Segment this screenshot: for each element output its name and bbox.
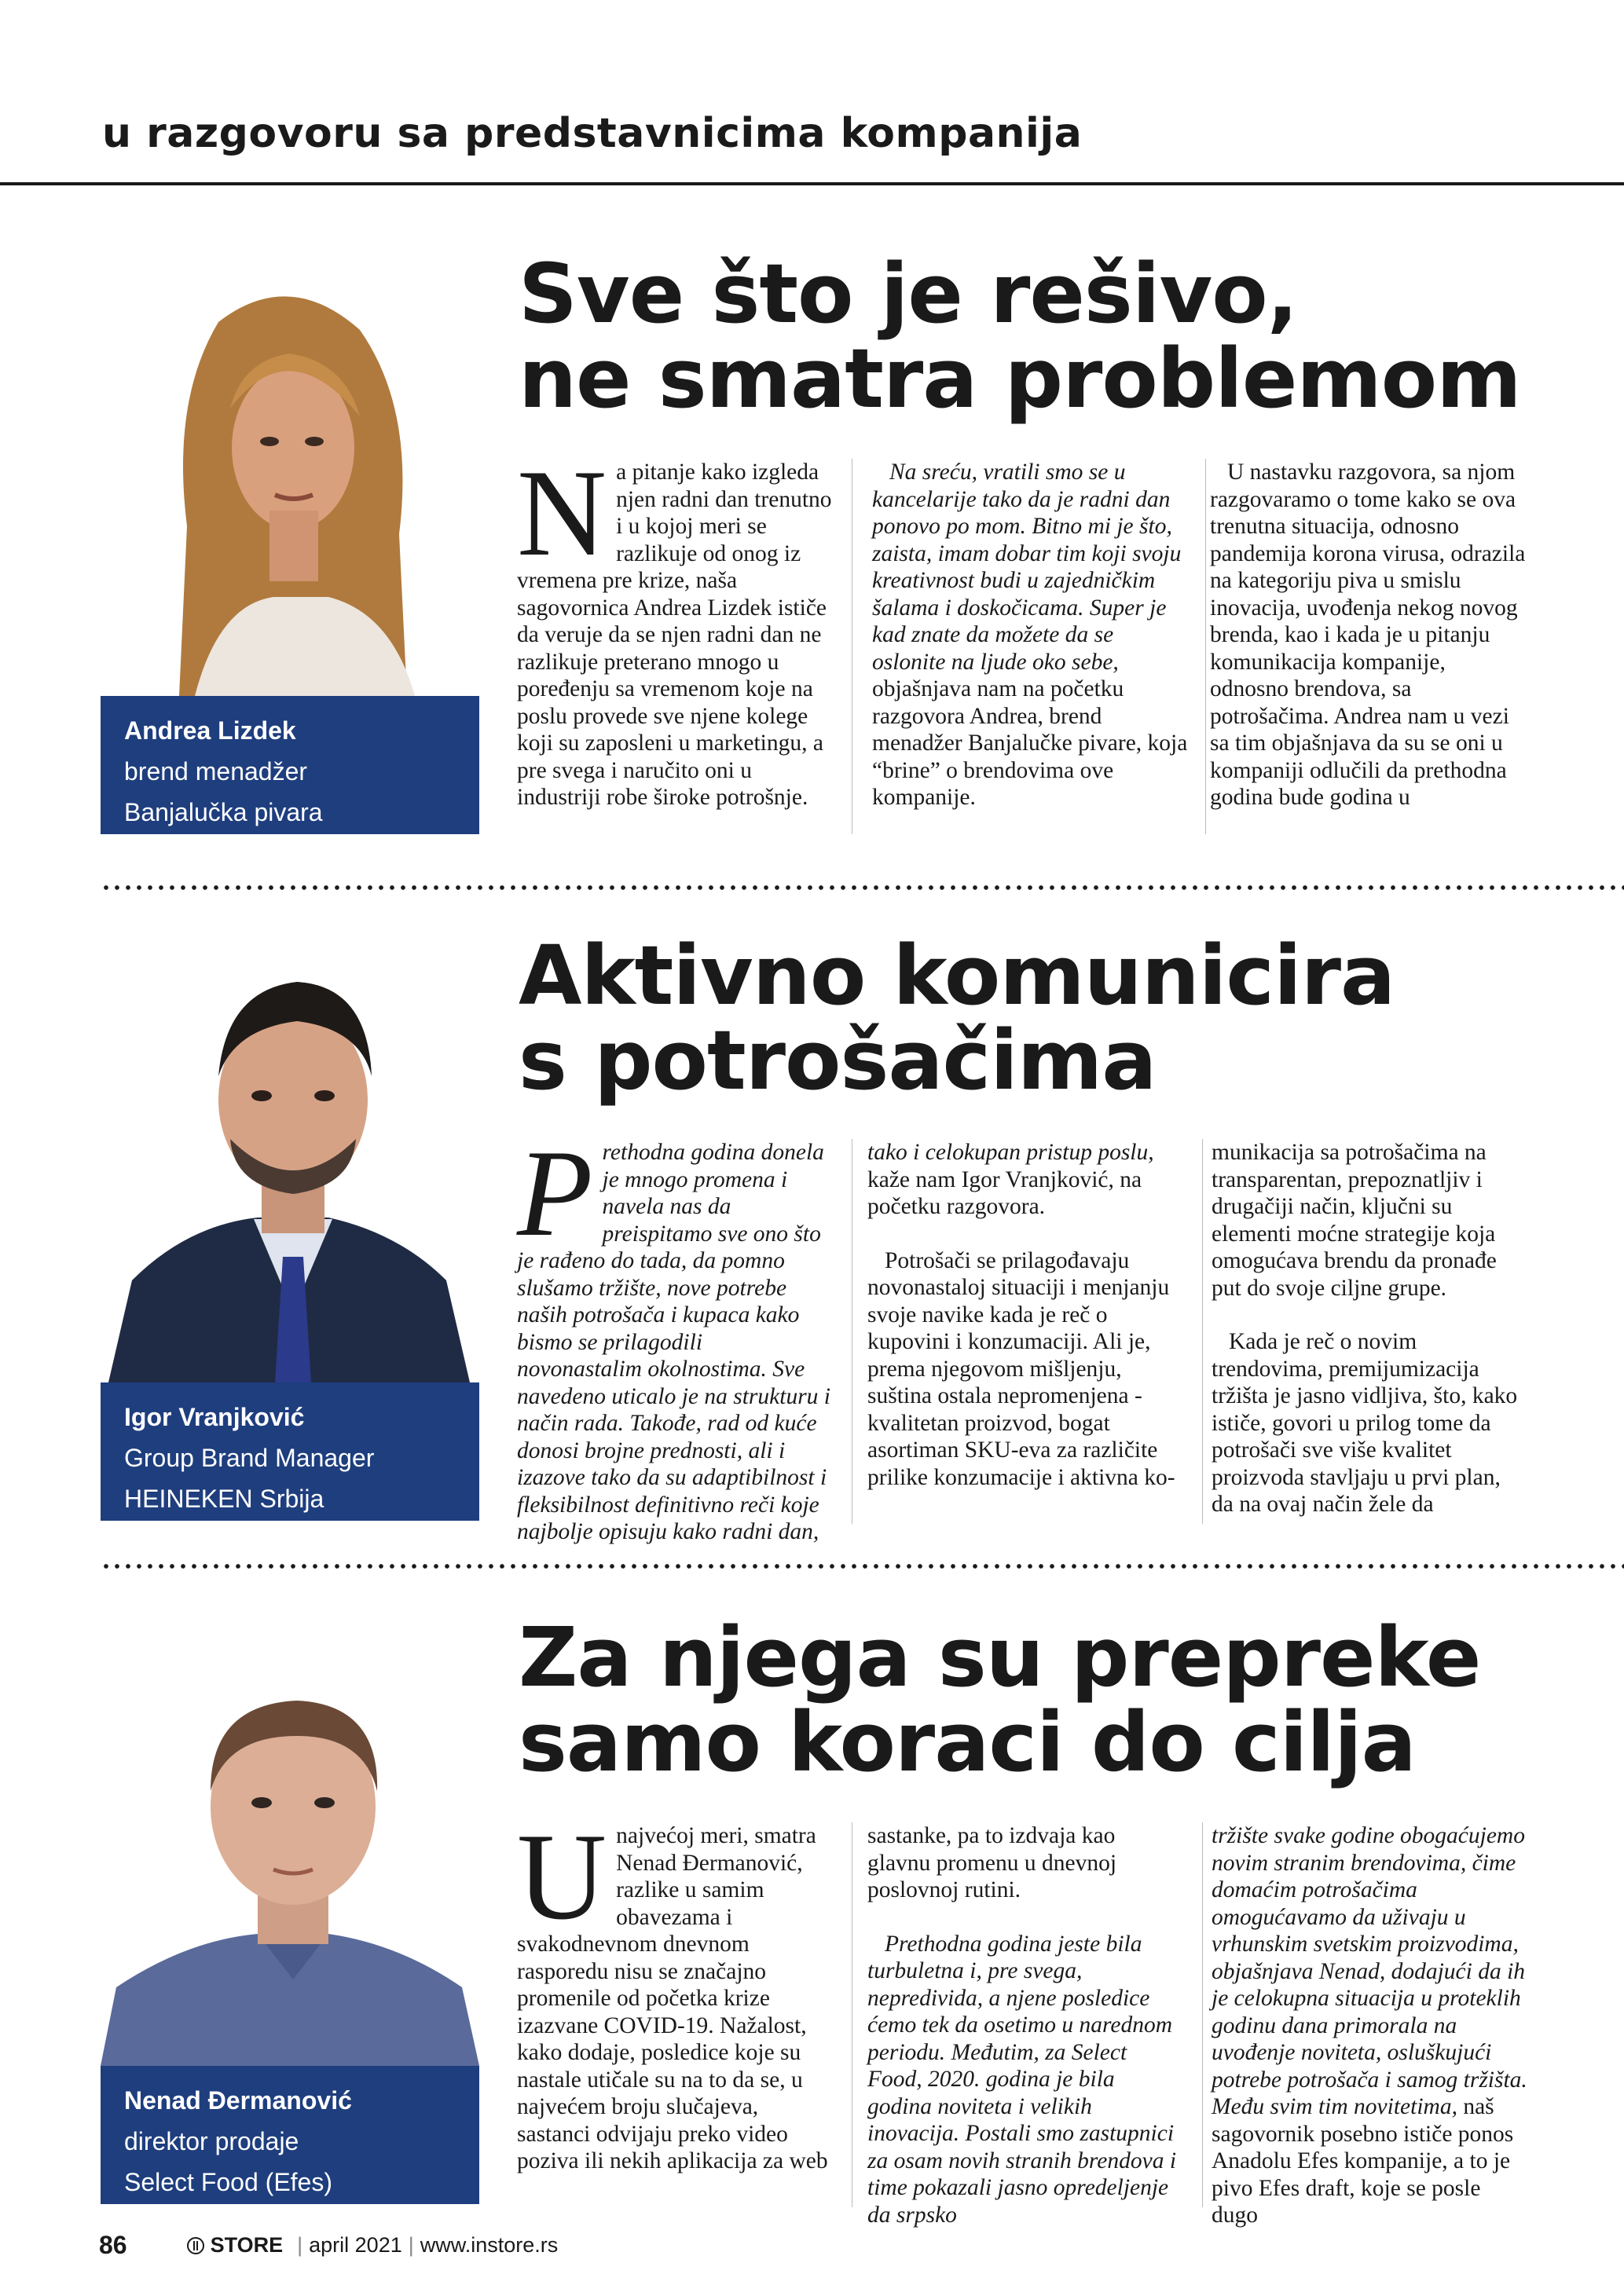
headline-line-2: ne smatra problemom [519, 331, 1521, 427]
drop-cap: U [517, 1808, 607, 1946]
person-company: Select Food (Efes) [124, 2168, 332, 2196]
headline-line-1: Sve što je rešivo, [519, 246, 1298, 342]
body-text: objašnjava nam na početku razgovora Andrea, brend menadžer Banjalučke pivare, koja “brine” o brendovima ove kompanije. [872, 676, 1188, 810]
article-column-1 [517, 1125, 833, 1544]
body-text: kaže nam Igor Vranjković, na početku razgovora. [867, 1166, 1142, 1219]
person-role: Group Brand Manager [124, 1444, 375, 1472]
article-column-1 [517, 445, 833, 836]
body-text: najvećoj meri, smatra Nenad Đermanović, razlike u samim obavezama i svakodnevnom dnevnom rasporedu nisu se značajno promenile od početka krize izazvane COVID-19. Nažalost, kako dodaje, posledice koje su nastale utičale su na to da se, u najvećem broju slučajeva, sastanci odvijaju preko video poziva ili nekih aplikacija za web [517, 1823, 828, 2173]
dotted-separator [101, 1564, 1624, 1569]
person-company: Banjalučka pivara [124, 798, 323, 826]
article-column-3 [1212, 1139, 1527, 1525]
article-column-2 [867, 1822, 1183, 2228]
header-rule [0, 182, 1624, 185]
drop-cap: N [517, 445, 607, 582]
quote-text: tako i celokupan pristup poslu, [867, 1140, 1154, 1165]
person-caption [101, 696, 479, 834]
headline-line-2: samo koraci do cilja [519, 1694, 1416, 1790]
person-name: Nenad Đermanović [124, 2086, 352, 2115]
issue-date: april 2021 [309, 2233, 402, 2257]
footer-separator: | [297, 2233, 303, 2257]
headline-line-1: Aktivno komunicira [519, 928, 1395, 1023]
person-role: direktor prodaje [124, 2127, 299, 2155]
dotted-separator [101, 885, 1624, 890]
person-name: Igor Vranjković [124, 1403, 305, 1431]
quote-text: Prethodna godina jeste bila turbuletna i, pre svega, nepredivida, a njene posledice ćemo tek da osetimo u narednom periodu. Međutim, za Select Food, 2020. godina je bila godina novitetа i velikih inovacija. Postali smo zastupnici za osam novih stranih brendova i time pokazali jasno opredeljenje da srpsko [867, 1931, 1177, 2228]
section-header: u razgovoru sa predstavnicima kompanija [102, 110, 1083, 157]
headline-line-2: s potrošačima [519, 1013, 1157, 1108]
article-column-3 [1212, 1822, 1527, 2228]
column-divider [1205, 459, 1206, 834]
person-caption [101, 1382, 479, 1521]
body-text: a pitanje kako izgleda njen radni dan trenutno i u kojoj meri se razlikuje od onog iz vremena pre krize, naša sagovornica Andrea Lizdek ističe da veruje da se njen radni dan ne razlikuje preterano mnogo u poređenju sa vremenom koje na poslu provede sve njene kolege koji su zaposleni u marketingu, a pre svega i naručito oni u industriji robe široke potrošnje. [517, 460, 832, 810]
footer-separator: | [408, 2233, 414, 2257]
quote-text: rethodna godina donela je mnogo promena i navela nas da preispitamo sve ono što je rađeno do tada, da pomno slušamo tržište, nove potrebe naših potrošača i kupaca kako bismo se prilagodili novonastalim okolnostima. Sve navedeno uticalo je na strukturu i način rada. Takođe, rad od kuće donosi brojne prednosti, ali i izazove tako da su adaptibilnost i fleksibilnost definitivno reči koje najbolje opisuju kako radni dan, [517, 1140, 830, 1544]
body-text: munikacija sa potrošačima na transparentan, prepoznatljiv i drugačiji način, ključni su elementi moćne strategije koja omogućava brendu da pronađe put do svoje ciljne grupe. [1212, 1140, 1497, 1301]
article-column-3 [1210, 459, 1526, 836]
article-headline [519, 1609, 1481, 1790]
body-text: Potrošači se prilagođavaju novonastaloj situaciji i menjanju svoje navike kada je reč o kupovini i konzumaciji. Ali je, prema njegovom mišljenju, suština ostala nepromenjena - kvalitetan proizvod, bogat asortiman SKU-eva za različite prilike konzumacije i aktivna ko- [867, 1247, 1175, 1490]
portrait-photo-nenad [101, 1642, 479, 2066]
column-divider [1202, 1139, 1203, 1524]
article-headline [519, 928, 1395, 1108]
body-text: Kada je reč o novim trendovima, premijumizacija tržišta je jasno vidljiva, što, kako ističe, govori u prilog tome da potrošači sve više kvalitet proizvoda stavljaju u prvi plan, da na ovaj način žele da [1212, 1329, 1518, 1517]
drop-cap: P [517, 1125, 593, 1262]
person-name: Andrea Lizdek [124, 716, 296, 745]
website-link[interactable]: www.instore.rs [420, 2233, 559, 2257]
page-footer [99, 2231, 558, 2260]
magazine-brand: STORE [210, 2233, 284, 2257]
person-company: HEINEKEN Srbija [124, 1485, 324, 1513]
page-number: 86 [99, 2231, 127, 2259]
article-column-1 [517, 1808, 833, 2209]
quote-text: tržište svake godine obogaćujemo novim stranim brendovima, čime domaćim potrošačima omogućavamo da uživaju u vrhunskim svetskim proizvodima, objašnjava Nenad, dodajući da ih je celokupna situacija u proteklih godinu dana primorala na uvođenje noviteta, osluškujući potrebe potrošača i samog tržišta. Među svim tim novitetima, [1212, 1823, 1527, 2119]
person-caption [101, 2066, 479, 2204]
body-text: U nastavku razgovora, sa njom razgovaramo o tome kako se ova trenutna situacija, odnosno pandemija korona virusa, odrazila na kategoriju piva u smislu inovacija, uvođenja nekog novog brenda, kao i kada je u pitanju komunikacija kompanije, odnosno brendova, sa potrošačima. Andrea nam u vezi sa tim objašnjava da su se oni u kompaniji odlučili da prethodna godina bude godina u [1210, 460, 1526, 810]
body-text: sastanke, pa to izdvaja kao glavnu promenu u dnevnoj poslovnoj rutini. [867, 1823, 1117, 1902]
portrait-photo-igor [101, 943, 479, 1382]
instore-logo-icon [187, 2237, 204, 2254]
headline-line-1: Za njega su prepreke [519, 1609, 1481, 1705]
column-divider [1202, 1822, 1203, 2207]
article-column-2 [872, 459, 1188, 836]
body-text: naš sagovornik posebno ističe ponos Anadolu Efes kompanije, a to je pivo Efes draft, koje se posle dugo [1212, 2094, 1514, 2228]
article-headline [519, 246, 1521, 427]
quote-text: Na sreću, vratili smo se u kancelarije tako da je radni dan ponovo po mom. Bitno mi je što, zaista, imam dobar tim koji svoju kreativnost budi u zajedničkim šalama i doskočicama. Super je kad znate da možete da se oslonite na ljude oko sebe, [872, 460, 1182, 675]
article-column-2 [867, 1139, 1183, 1525]
person-role: brend menadžer [124, 757, 308, 785]
portrait-photo-andrea [101, 275, 479, 696]
